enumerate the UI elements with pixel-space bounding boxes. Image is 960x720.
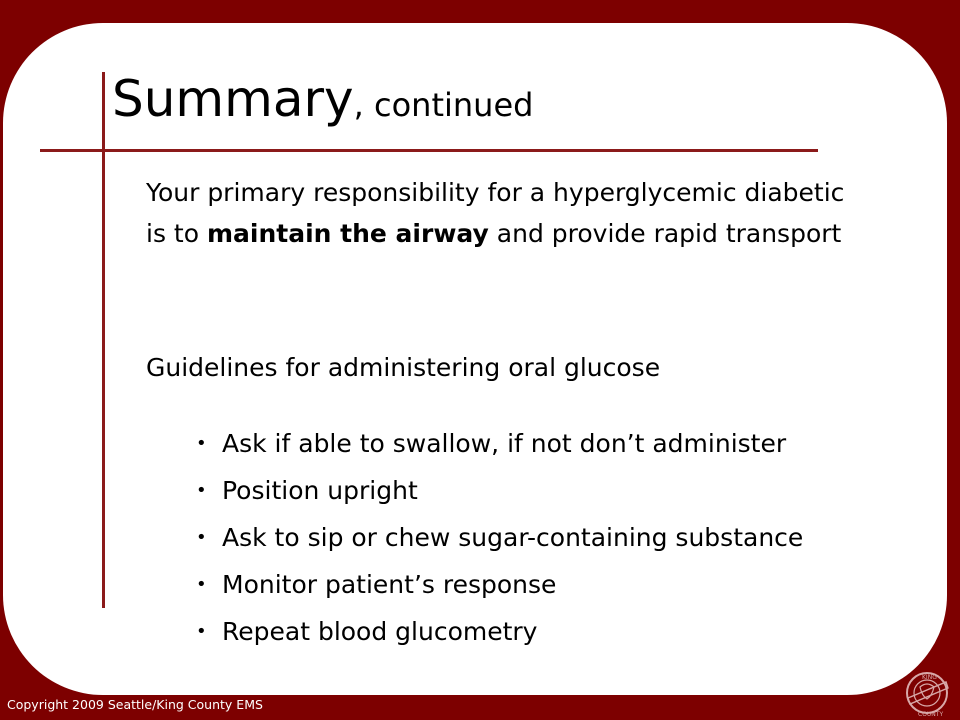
list-item xyxy=(196,561,803,608)
list-item xyxy=(196,514,803,561)
guidelines-list xyxy=(196,420,803,655)
bullet-icon: • xyxy=(196,621,207,642)
paragraph1-bold-text: maintain the airway xyxy=(206,219,489,248)
copyright-text: Copyright 2009 Seattle/King County EMS xyxy=(7,697,263,712)
bullet-icon: • xyxy=(196,480,207,501)
list-item-text: Ask if able to swallow, if not don’t administer xyxy=(222,429,787,458)
list-item xyxy=(196,420,803,467)
bullet-icon: • xyxy=(196,574,207,595)
slide-title xyxy=(112,70,534,128)
svg-text:COUNTY: COUNTY xyxy=(918,711,944,718)
king-county-seal-icon xyxy=(898,664,956,720)
title-main: Summary xyxy=(112,70,354,128)
bullet-icon: • xyxy=(196,433,207,454)
list-item-text: Position upright xyxy=(222,476,418,505)
title-sub: , continued xyxy=(353,86,534,124)
paragraph1-text-before: Your primary responsibility for a hyperglycemic diabetic is to xyxy=(146,178,845,248)
vertical-rule xyxy=(102,72,105,608)
svg-text:KING: KING xyxy=(922,674,937,681)
list-item-text: Monitor patient’s response xyxy=(222,570,557,599)
list-item-text: Repeat blood glucometry xyxy=(222,617,538,646)
list-item xyxy=(196,467,803,514)
paragraph1-text-after: and provide rapid transport xyxy=(488,219,842,248)
list-item-text: Ask to sip or chew sugar-containing substance xyxy=(222,523,804,552)
responsibility-paragraph xyxy=(146,172,866,254)
horizontal-rule xyxy=(40,149,818,152)
guidelines-heading: Guidelines for administering oral glucose xyxy=(146,353,661,382)
list-item xyxy=(196,608,803,655)
bullet-icon: • xyxy=(196,527,207,548)
